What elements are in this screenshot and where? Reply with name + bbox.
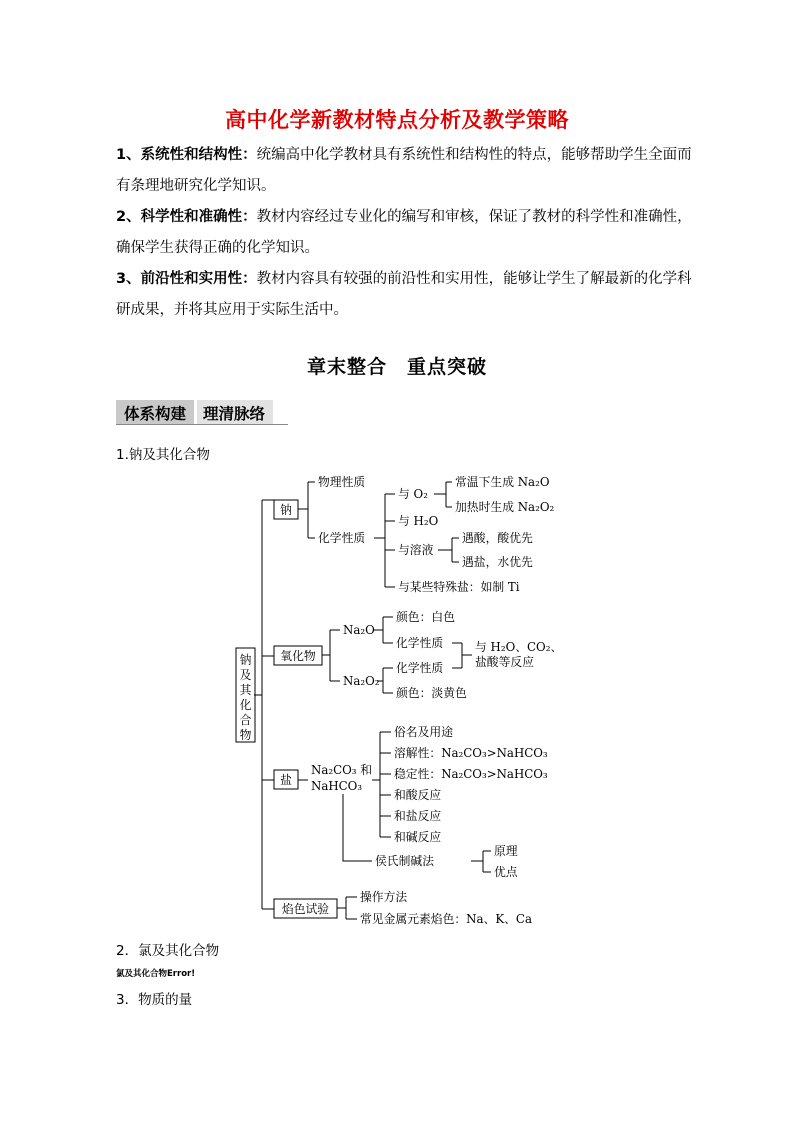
o2-bracket — [434, 482, 452, 507]
salt-item-2: 溶解性：Na₂CO₃>NaHCO₃ — [394, 746, 548, 760]
flame-bracket — [337, 897, 357, 919]
with-o2: 与 O₂ — [398, 487, 428, 501]
na2o-chemical: 化学性质 — [396, 636, 444, 650]
salt-item-6: 和碱反应 — [394, 830, 442, 844]
salt-water-first: 遇盐，水优先 — [462, 555, 533, 569]
svg-text:合: 合 — [239, 713, 252, 727]
section-tab-left: 体系构建 — [116, 400, 194, 424]
svg-text:物: 物 — [239, 728, 252, 742]
na2o2-bracket — [377, 668, 393, 693]
na2o: Na₂O — [343, 623, 375, 637]
subsection-sodium: 1.钠及其化合物 — [116, 447, 210, 463]
flame-label: 焰色试验 — [281, 902, 330, 916]
hou-method: 侯氏制碱法 — [375, 854, 434, 868]
chemical-properties: 化学性质 — [318, 531, 366, 545]
salt-item-4: 和酸反应 — [394, 788, 442, 802]
hou-advantage: 优点 — [494, 865, 518, 879]
point-2-label: 2、科学性和准确性： — [116, 209, 257, 225]
svg-text:化: 化 — [239, 698, 252, 712]
na2o-color: 颜色：白色 — [396, 610, 455, 624]
na2o2-chemical: 化学性质 — [396, 661, 444, 675]
document-title: 高中化学新教材特点分析及教学策略 — [225, 108, 569, 132]
root-spine-lines — [254, 500, 274, 909]
acid-first: 遇酸，酸优先 — [462, 531, 533, 545]
oxide-lines — [322, 630, 340, 681]
flame-colors: 常见金属元素焰色：Na、K、Ca — [360, 912, 532, 926]
salt-item-5: 和盐反应 — [394, 809, 442, 823]
subsection-amount: 3．物质的量 — [116, 992, 193, 1008]
oxide-label: 氧化物 — [280, 649, 316, 663]
svg-text:其: 其 — [239, 683, 252, 697]
point-1-label: 1、系统性和结构性： — [116, 147, 257, 163]
root-label — [240, 653, 253, 742]
solution-bracket — [438, 538, 459, 562]
na2o2-color: 颜色：淡黄色 — [396, 686, 467, 700]
o2-room-temp: 常温下生成 Na₂O — [455, 475, 550, 489]
point-3-text: 教材内容具有较强的前沿性和实用性，能够让学生了解最新的化学科研成果，并将其应用于实际生活中。 — [116, 271, 692, 318]
salt-pair-line-1: Na₂CO₃ 和 — [311, 763, 373, 777]
chapter-title: 章末整合 重点突破 — [306, 356, 487, 378]
point-2-text: 教材内容经过专业化的编写和审核，保证了教材的科学性和准确性，确保学生获得正确的化学知识。 — [116, 209, 692, 256]
na2o2: Na₂O₂ — [343, 674, 380, 688]
o2-heated: 加热时生成 Na₂O₂ — [455, 500, 555, 514]
with-solution: 与溶液 — [398, 543, 434, 557]
hou-bracket — [471, 851, 491, 872]
hou-principle: 原理 — [494, 844, 518, 858]
subsection-chlorine: 2．氯及其化合物 — [116, 943, 220, 959]
section-tab-right: 理清脉络 — [194, 400, 273, 424]
svg-text:及: 及 — [239, 668, 252, 682]
shared-reaction-2: 盐酸等反应 — [475, 655, 534, 669]
physical-properties: 物理性质 — [318, 475, 366, 489]
svg-text:钠: 钠 — [239, 653, 252, 667]
with-h2o: 与 H₂O — [398, 514, 439, 528]
chem-props-lines — [374, 494, 395, 587]
salt-items-lines — [372, 732, 391, 837]
chlorine-error-note: 氯及其化合物Error! — [116, 969, 196, 979]
point-3-label: 3、前沿性和实用性： — [116, 271, 257, 287]
sodium-label: 钠 — [280, 503, 292, 517]
na2o-bracket — [373, 617, 393, 643]
special-salt: 与某些特殊盐：如制 Ti — [398, 580, 520, 594]
hou-connector — [343, 794, 372, 861]
shared-reaction-1: 与 H₂O、CO₂、 — [475, 640, 563, 654]
salt-item-1: 俗名及用途 — [394, 725, 453, 739]
sodium-lines — [298, 482, 315, 538]
point-1-text: 统编高中化学教材具有系统性和结构性的特点，能够帮助学生全面而有条理地研究化学知识。 — [116, 147, 692, 194]
flame-method: 操作方法 — [360, 890, 408, 904]
salt-pair-line-2: NaHCO₃ — [311, 779, 363, 793]
salt-label: 盐 — [280, 773, 292, 787]
salt-item-3: 稳定性：Na₂CO₃>NaHCO₃ — [394, 767, 548, 781]
shared-reaction-bracket — [452, 643, 472, 668]
